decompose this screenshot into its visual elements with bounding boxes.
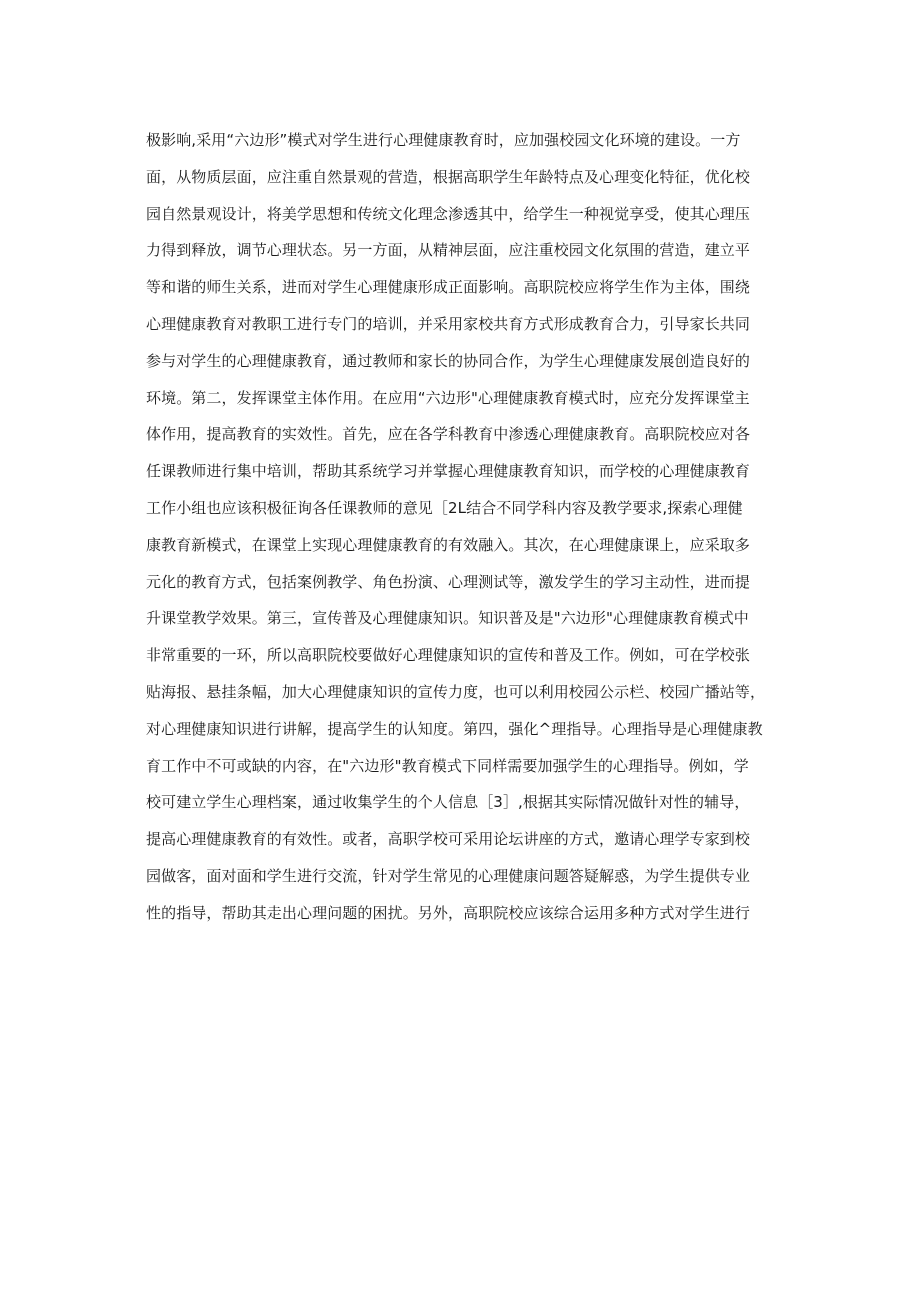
- text-line: 升课堂教学效果。第三，宣传普及心理健康知识。知识普及是"六边形"心理健康教育模式中: [146, 609, 749, 628]
- text-line: 康教育新模式，在课堂上实现心理健康教育的有效融入。其次，在心理健康课上，应采取多: [146, 535, 751, 554]
- text-line: 等和谐的师生关系，进而对学生心理健康形成正面影响。高职院校应将学生作为主体，围绕: [146, 278, 751, 297]
- text-line: 体作用，提高教育的实效性。首先，应在各学科教育中渗透心理健康教育。高职院校应对各: [146, 425, 751, 444]
- text-line: 参与对学生的心理健康教育，通过教师和家长的协同合作，为学生心理健康发展创造良好的: [146, 351, 751, 370]
- text-line: 提高心理健康教育的有效性。或者，高职学校可采用论坛讲座的方式，邀请心理学专家到校: [146, 830, 751, 849]
- text-line: 环境。第二，发挥课堂主体作用。在应用“六边形"心理健康教育模式时，应充分发挥课堂主: [146, 388, 750, 407]
- text-line: 极影响,采用“六边形”模式对学生进行心理健康教育时，应加强校园文化环境的建设。一方: [146, 131, 741, 149]
- text-line: 育工作中不可或缺的内容，在"六边形"教育模式下同样需要加强学生的心理指导。例如，学: [146, 756, 749, 775]
- text-line: 心理健康教育对教职工进行专门的培训，并采用家校共育方式形成教育合力，引导家长共同: [146, 314, 751, 333]
- text-line: 工作小组也应该积极征询各任课教师的意见［2L结合不同学科内容及教学要求,探索心理健: [146, 498, 743, 517]
- text-line: 对心理健康知识进行讲解，提高学生的认知度。第四，强化^理指导。心理指导是心理健康教: [146, 719, 763, 738]
- text-line: 贴海报、悬挂条幅，加大心理健康知识的宣传力度，也可以利用校园公示栏、校园广播站等，: [146, 682, 766, 701]
- text-line: 面，从物质层面，应注重自然景观的营造，根据高职学生年龄特点及心理变化特征，优化校: [146, 167, 751, 186]
- text-line: 元化的教育方式，包括案例教学、角色扮演、心理测试等，激发学生的学习主动性，进而提: [146, 572, 751, 591]
- text-line: 力得到释放，调节心理状态。另一方面，从精神层面，应注重校园文化氛围的营造，建立平: [146, 241, 751, 260]
- text-line: 园自然景观设计，将美学思想和传统文化理念渗透其中，给学生一种视觉享受，使其心理压: [146, 204, 751, 223]
- text-line: 园做客，面对面和学生进行交流，针对学生常见的心理健康问题答疑解惑，为学生提供专业: [146, 866, 751, 885]
- text-line: 任课教师进行集中培训，帮助其系统学习并掌握心理健康教育知识，而学校的心理健康教育: [146, 462, 751, 481]
- text-line: 非常重要的一环，所以高职院校要做好心理健康知识的宣传和普及工作。例如，可在学校张: [146, 646, 751, 665]
- body-text: [146, 122, 786, 932]
- text-line: 性的指导，帮助其走出心理问题的困扰。另外，高职院校应该综合运用多种方式对学生进行: [146, 903, 751, 922]
- text-line: 校可建立学生心理档案，通过收集学生的个人信息［3］,根据其实际情况做针对性的辅导，: [146, 793, 750, 812]
